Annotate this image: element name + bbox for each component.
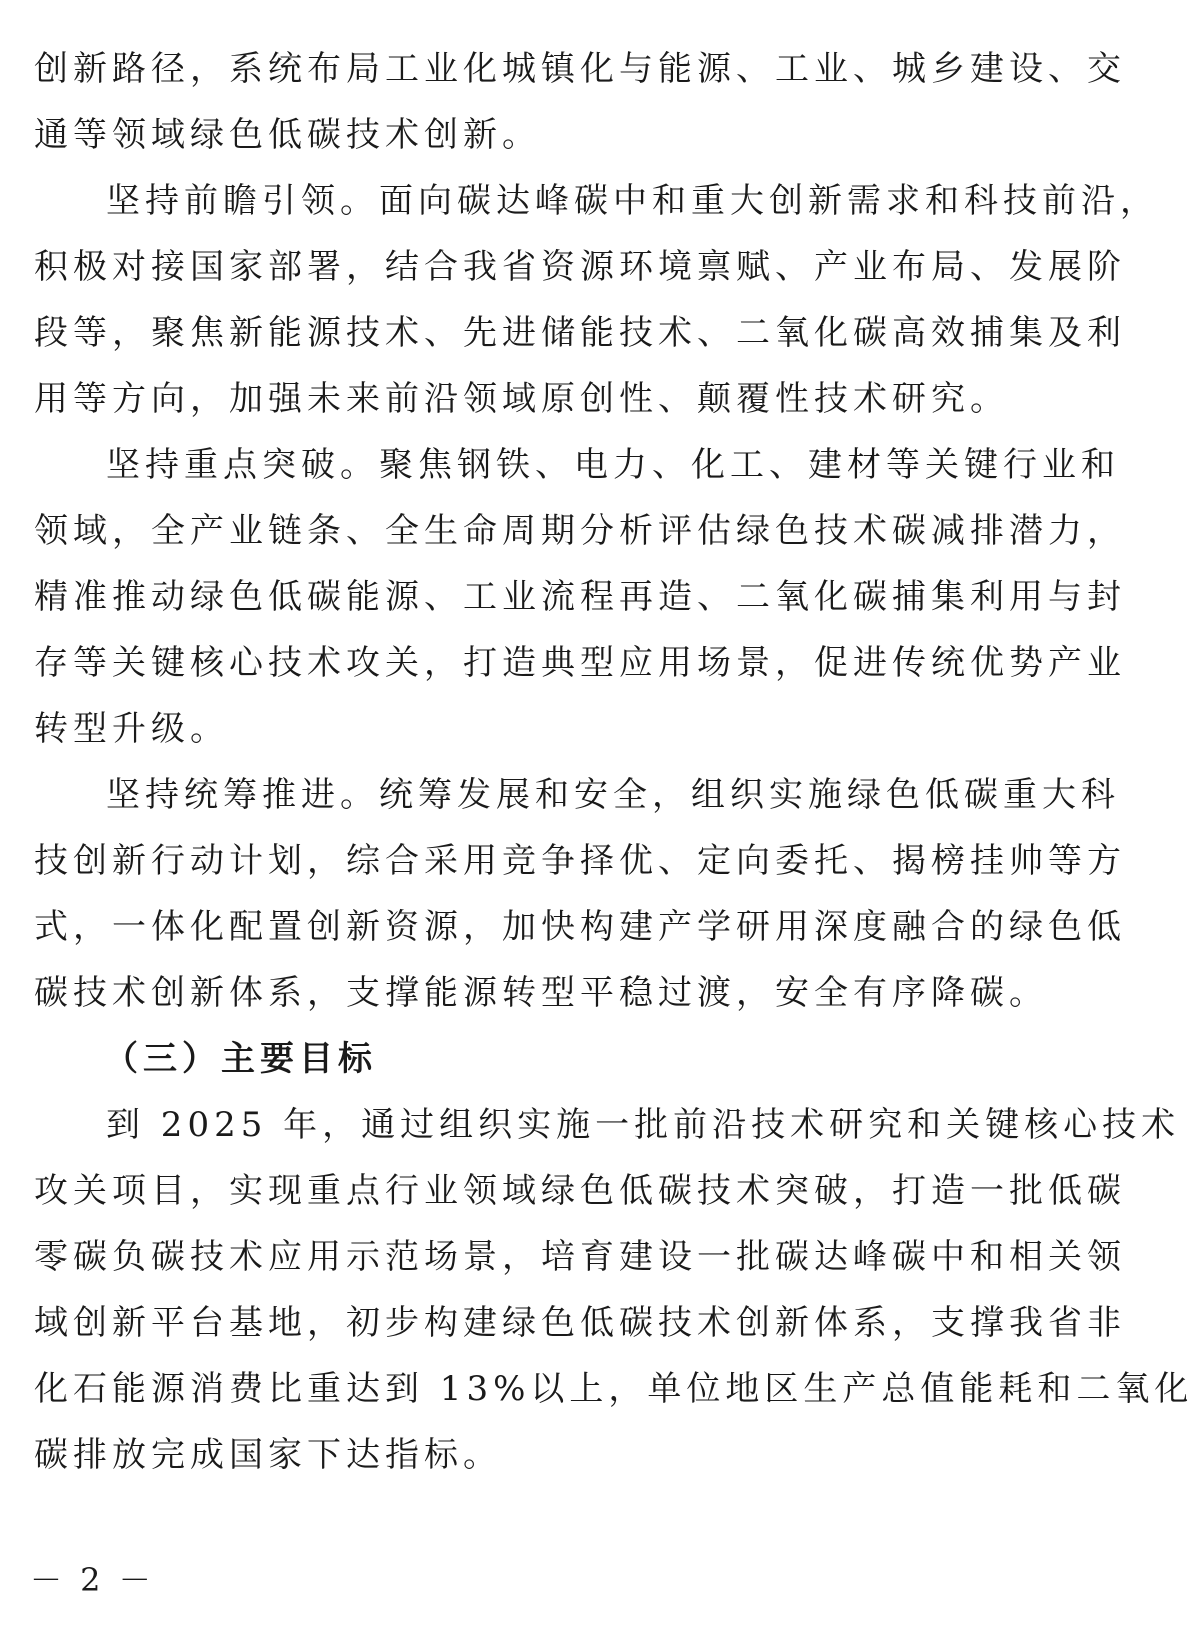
text-line: 攻关项目，实现重点行业领域绿色低碳技术突破，打造一批低碳 [34,1171,1126,1211]
text-line: 化石能源消费比重达到 13%以上，单位地区生产总值能耗和二氧化 [34,1369,1193,1409]
page-number: － 2 － [30,1561,155,1599]
text-line: 域创新平台基地，初步构建绿色低碳技术创新体系，支撑我省非 [34,1303,1126,1343]
text-line: 转型升级。 [34,709,229,749]
paragraph-lead-line: 坚持统筹推进。统筹发展和安全，组织实施绿色低碳重大科 [106,775,1120,815]
text-line: 通等领域绿色低碳技术创新。 [34,115,541,155]
text-line: 式，一体化配置创新资源，加快构建产学研用深度融合的绿色低 [34,907,1126,947]
text-line: 碳技术创新体系，支撑能源转型平稳过渡，安全有序降碳。 [34,973,1048,1013]
paragraph-lead-line: 坚持前瞻引领。面向碳达峰碳中和重大创新需求和科技前沿， [106,181,1159,221]
paragraph-lead-line: 到 2025 年，通过组织实施一批前沿技术研究和关键核心技术 [106,1105,1181,1145]
text-line: 积极对接国家部署，结合我省资源环境禀赋、产业布局、发展阶 [34,247,1126,287]
body-text [34,36,1193,1488]
text-line: 领域，全产业链条、全生命周期分析评估绿色技术碳减排潜力， [34,511,1126,551]
text-line: 精准推动绿色低碳能源、工业流程再造、二氧化碳捕集利用与封 [34,577,1126,617]
text-line: 用等方向，加强未来前沿领域原创性、颠覆性技术研究。 [34,379,1009,419]
paragraph-lead-line: 坚持重点突破。聚焦钢铁、电力、化工、建材等关键行业和 [106,445,1120,485]
text-line: 创新路径，系统布局工业化城镇化与能源、工业、城乡建设、交 [34,49,1126,89]
text-line: 技创新行动计划，综合采用竞争择优、定向委托、揭榜挂帅等方 [34,841,1126,881]
text-line: 段等，聚焦新能源技术、先进储能技术、二氧化碳高效捕集及利 [34,313,1126,353]
text-line: 存等关键核心技术攻关，打造典型应用场景，促进传统优势产业 [34,643,1126,683]
section-heading: （三）主要目标 [104,1039,377,1079]
text-line: 零碳负碳技术应用示范场景，培育建设一批碳达峰碳中和相关领 [34,1237,1126,1277]
text-line: 碳排放完成国家下达指标。 [34,1435,502,1475]
